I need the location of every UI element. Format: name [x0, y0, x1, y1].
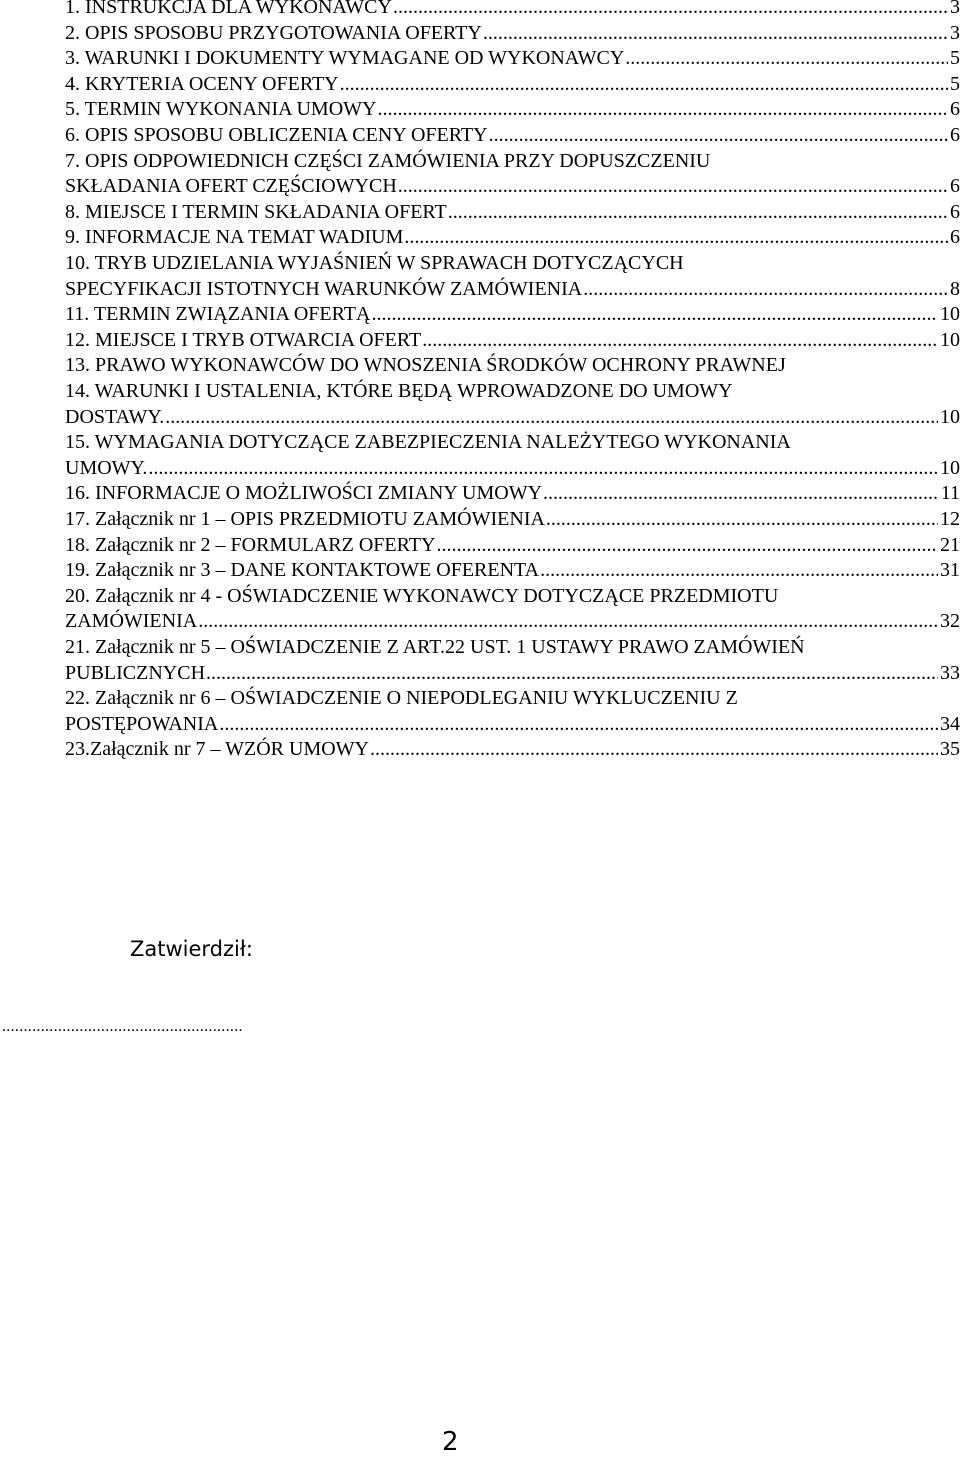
toc-entry[interactable] [65, 174, 960, 200]
toc-dot-leader [198, 609, 938, 635]
toc-entry-page: 35 [940, 738, 960, 761]
toc-entry[interactable] [65, 251, 960, 277]
toc-dot-leader [206, 661, 938, 687]
toc-dot-leader [398, 174, 948, 200]
toc-entry[interactable] [65, 635, 960, 661]
toc-dot-leader [483, 21, 948, 47]
toc-entry[interactable] [65, 712, 960, 738]
toc-entry[interactable] [65, 72, 960, 98]
toc-dot-leader [436, 533, 938, 559]
page-number: 2 [442, 1427, 459, 1457]
toc-entry-title: SKŁADANIA OFERT CZĘŚCIOWYCH [65, 175, 397, 198]
toc-entry-title: UMOWY. [65, 456, 148, 479]
toc-entry-page: 6 [950, 124, 960, 146]
toc-entry-page: 31 [940, 559, 960, 582]
toc-entry-title: 17. Załącznik nr 1 – OPIS PRZEDMIOTU ZAMÓWIENIA [65, 508, 545, 530]
toc-entry-title: 14. WARUNKI I USTALENIA, KTÓRE BĘDĄ WPROWADZONE DO UMOWY [65, 380, 733, 402]
toc-entry-title: 3. WARUNKI I DOKUMENTY WYMAGANE OD WYKONAWCY [65, 47, 625, 70]
toc-entry-page: 6 [950, 98, 960, 121]
toc-entry[interactable] [65, 430, 960, 456]
toc-entry-page: 34 [940, 712, 960, 735]
toc-entry-title: 11. TERMIN ZWIĄZANIA OFERTĄ [65, 303, 371, 326]
toc-entry-page: 10 [940, 328, 960, 351]
toc-entry[interactable] [65, 609, 960, 635]
toc-entry-page: 8 [950, 277, 960, 300]
toc-entry-title: 19. Załącznik nr 3 – DANE KONTAKTOWE OFERENTA [65, 559, 540, 582]
toc-dot-leader [219, 712, 938, 738]
toc-entry-title: 12. MIEJSCE I TRYB OTWARCIA OFERT [65, 328, 422, 351]
toc-dot-leader [377, 97, 948, 123]
toc-entry[interactable] [65, 200, 960, 226]
toc-entry-title: 5. TERMIN WYKONANIA UMOWY [65, 98, 377, 121]
toc-entry-title: 13. PRAWO WYKONAWCÓW DO WNOSZENIA ŚRODKÓW OCHRONY PRAWNEJ [65, 354, 786, 377]
toc-entry-title: 9. INFORMACJE NA TEMAT WADIUM [65, 226, 404, 249]
toc-entry-title: 21. Załącznik nr 5 – OŚWIADCZENIE Z ART.22 UST. 1 USTAWY PRAWO ZAMÓWIEŃ [65, 636, 805, 658]
toc-entry[interactable] [65, 97, 960, 123]
toc-entry-page: 21 [940, 533, 960, 556]
toc-entry[interactable] [65, 481, 960, 507]
toc-entry-page: 5 [950, 72, 960, 95]
toc-entry-title: 16. INFORMACJE O MOŻLIWOŚCI ZMIANY UMOWY [65, 482, 543, 505]
toc-entry-title: SPECYFIKACJI ISTOTNYCH WARUNKÓW ZAMÓWIENIA [65, 277, 583, 300]
toc-dot-leader [393, 0, 948, 21]
toc-entry-page: 3 [950, 0, 960, 18]
toc-entry-title: DOSTAWY. [65, 405, 165, 428]
toc-entry-page: 11 [940, 482, 960, 505]
toc-entry[interactable] [65, 379, 960, 405]
toc-entry-title: 18. Załącznik nr 2 – FORMULARZ OFERTY [65, 533, 436, 556]
toc-dot-leader [448, 200, 948, 226]
toc-dot-leader [404, 225, 948, 251]
toc-entry[interactable] [65, 558, 960, 584]
toc-entry[interactable] [65, 21, 960, 47]
toc-dot-leader [165, 405, 938, 431]
toc-entry-title: ZAMÓWIENIA [65, 610, 198, 633]
toc-entry[interactable] [65, 328, 960, 354]
toc-entry-page: 10 [940, 405, 960, 428]
toc-entry-title: 10. TRYB UDZIELANIA WYJAŚNIEŃ W SPRAWACH DOTYCZĄCYCH [65, 252, 684, 274]
toc-entry-title: 2. OPIS SPOSOBU PRZYGOTOWANIA OFERTY [65, 21, 482, 44]
toc-entry-title: 22. Załącznik nr 6 – OŚWIADCZENIE O NIEPODLEGANIU WYKLUCZENIU Z [65, 687, 738, 710]
toc-dot-leader [489, 123, 948, 149]
toc-entry-title: 15. WYMAGANIA DOTYCZĄCE ZABEZPIECZENIA NALEŻYTEGO WYKONANIA [65, 431, 791, 454]
toc-dot-leader [540, 558, 938, 584]
toc-entry-page: 5 [950, 47, 960, 70]
toc-entry-page: 6 [950, 200, 960, 223]
toc-dot-leader [148, 456, 938, 482]
toc-entry[interactable] [65, 405, 960, 431]
toc-entry[interactable] [65, 533, 960, 559]
toc-entry[interactable] [65, 353, 960, 379]
toc-entry[interactable] [65, 277, 960, 303]
toc-entry-page: 12 [940, 508, 960, 530]
toc-entry-title: 6. OPIS SPOSOBU OBLICZENIA CENY OFERTY [65, 124, 488, 146]
toc-dot-leader [340, 72, 948, 98]
toc-entry[interactable] [65, 737, 960, 763]
toc-entry[interactable] [65, 661, 960, 687]
toc-entry[interactable] [65, 686, 960, 712]
toc-entry-title: 23.Załącznik nr 7 – WZÓR UMOWY [65, 738, 370, 761]
toc-entry[interactable] [65, 46, 960, 72]
toc-entry[interactable] [65, 123, 960, 149]
toc-entry-page: 10 [940, 456, 960, 479]
toc-dot-leader [422, 328, 938, 354]
toc-entry-title: PUBLICZNYCH [65, 661, 206, 684]
toc-entry-title: 1. INSTRUKCJA DLA WYKONAWCY [65, 0, 392, 18]
toc-dot-leader [543, 481, 939, 507]
toc-entry[interactable] [65, 0, 960, 21]
toc-dot-leader [370, 737, 938, 763]
toc-entry-page: 6 [950, 175, 960, 198]
signature-line: ........................................................ [2, 1018, 243, 1035]
toc-entry[interactable] [65, 584, 960, 610]
toc-entry-page: 6 [950, 226, 960, 249]
toc-dot-leader [371, 302, 938, 328]
toc-entry-page: 10 [940, 303, 960, 326]
toc-entry[interactable] [65, 225, 960, 251]
toc-entry-title: 20. Załącznik nr 4 - OŚWIADCZENIE WYKONAWCY DOTYCZĄCE PRZEDMIOTU [65, 584, 779, 607]
toc-entry[interactable] [65, 507, 960, 533]
toc-entry-page: 33 [940, 661, 960, 684]
toc-entry-title: 7. OPIS ODPOWIEDNICH CZĘŚCI ZAMÓWIENIA PRZY DOPUSZCZENIU [65, 149, 711, 172]
toc-entry-title: 8. MIEJSCE I TERMIN SKŁADANIA OFERT [65, 200, 447, 223]
approval-label: Zatwierdził: [130, 937, 253, 961]
toc-entry[interactable] [65, 302, 960, 328]
toc-dot-leader [625, 46, 948, 72]
toc-dot-leader [583, 277, 948, 303]
toc-entry-title: 4. KRYTERIA OCENY OFERTY [65, 72, 339, 95]
toc-entry[interactable] [65, 456, 960, 482]
toc-entry-page: 32 [940, 610, 960, 633]
toc-entry-title: POSTĘPOWANIA [65, 712, 219, 735]
toc-entry-page: 3 [950, 21, 960, 44]
toc-dot-leader [546, 507, 938, 533]
toc-entry[interactable] [65, 149, 960, 175]
